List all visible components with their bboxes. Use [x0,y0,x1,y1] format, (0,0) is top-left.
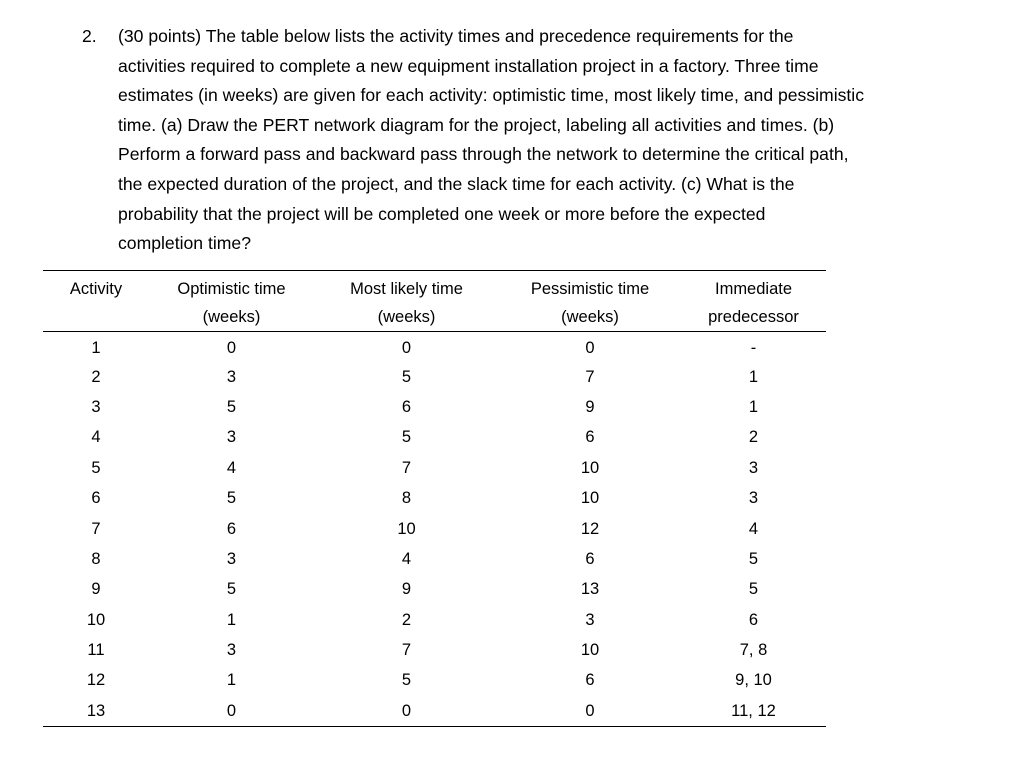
table-row [43,332,826,362]
cell-most-likely-time: 8 [401,489,412,508]
question-line: completion time? [118,233,251,254]
header-text: Most likely time [350,280,463,298]
cell-pessimistic-time: 10 [580,641,600,660]
table-row [43,575,826,605]
header-pessimistic-time [499,271,681,332]
cell-activity: 6 [91,489,101,508]
header-optimistic-time [149,271,314,332]
cell-immediate-predecessor: 2 [748,428,759,447]
table-row [43,453,826,483]
table-row [43,392,826,422]
cell-optimistic-time: 0 [226,701,237,720]
question-line: time. (a) Draw the PERT network diagram for the project, labeling all activities and times. (b) [118,114,835,135]
question-number: 2. [82,26,97,46]
cell-immediate-predecessor: 1 [748,367,759,386]
cell-most-likely-time: 10 [397,519,416,538]
cell-most-likely-time: 7 [401,458,412,477]
question [82,22,982,259]
cell-optimistic-time: 0 [226,339,237,358]
header-text: predecessor [708,308,799,326]
table-row [43,635,826,665]
cell-activity: 9 [91,580,101,599]
cell-pessimistic-time: 6 [585,671,595,690]
cell-pessimistic-time: 0 [585,339,595,358]
cell-optimistic-time: 1 [226,671,237,690]
cell-immediate-predecessor: 7, 8 [739,641,768,660]
cell-activity: 13 [86,701,106,720]
header-text: Immediate [714,280,793,298]
cell-optimistic-time: 3 [226,549,237,568]
header-immediate-predecessor [681,271,826,332]
cell-most-likely-time: 5 [401,367,412,386]
cell-activity: 12 [86,671,106,690]
cell-optimistic-time: 4 [226,458,237,477]
header-most-likely-time [314,271,499,332]
cell-pessimistic-time: 6 [585,549,595,568]
cell-activity: 10 [86,610,106,629]
cell-optimistic-time: 3 [226,428,237,447]
activity-table [43,270,826,727]
cell-activity: 11 [87,641,105,660]
cell-activity: 2 [91,367,101,386]
table-row [43,696,826,726]
question-text [118,22,982,259]
cell-immediate-predecessor: 9, 10 [735,671,772,690]
cell-most-likely-time: 0 [401,701,412,720]
cell-pessimistic-time: 13 [580,580,600,599]
table-row [43,423,826,453]
cell-optimistic-time: 5 [226,580,237,599]
cell-most-likely-time: 5 [401,671,412,690]
cell-optimistic-time: 5 [226,397,237,416]
cell-activity: 1 [91,339,101,358]
cell-immediate-predecessor: 11, 12 [731,701,776,720]
cell-optimistic-time: 1 [226,610,237,629]
cell-activity: 7 [91,519,101,538]
cell-immediate-predecessor: 6 [748,610,759,629]
table-row [43,483,826,513]
cell-optimistic-time: 6 [226,519,237,538]
table-row [43,666,826,696]
cell-most-likely-time: 5 [401,428,412,447]
cell-immediate-predecessor: 5 [748,549,759,568]
cell-optimistic-time: 3 [226,641,237,660]
cell-most-likely-time: 7 [401,641,412,660]
header-text [43,303,149,331]
cell-most-likely-time: 4 [401,549,412,568]
header-text: Optimistic time [177,280,286,298]
cell-optimistic-time: 3 [226,367,237,386]
table-row [43,514,826,544]
cell-pessimistic-time: 9 [585,397,595,416]
cell-activity: 5 [91,458,101,477]
cell-immediate-predecessor: - [750,339,757,358]
cell-optimistic-time: 5 [226,489,237,508]
table-header-row [43,271,826,332]
cell-immediate-predecessor: 3 [748,458,759,477]
table-row [43,605,826,635]
cell-pessimistic-time: 3 [585,610,595,629]
cell-activity: 3 [91,397,101,416]
table-body [43,332,826,727]
cell-most-likely-time: 0 [401,339,412,358]
header-text: (weeks) [377,308,436,326]
cell-immediate-predecessor: 1 [748,397,759,416]
table-row [43,362,826,392]
question-line: Perform a forward pass and backward pass through the network to determine the critical path, [118,144,849,165]
question-line: probability that the project will be completed one week or more before the expected [118,203,766,224]
cell-most-likely-time: 9 [401,580,412,599]
question-line: activities required to complete a new equipment installation project in a factory. Three time [118,55,819,76]
question-line: (30 points) The table below lists the activity times and precedence requirements for the [118,26,794,46]
cell-pessimistic-time: 0 [585,701,595,720]
cell-immediate-predecessor: 4 [748,519,759,538]
cell-pessimistic-time: 12 [580,519,600,538]
header-text: (weeks) [202,308,261,326]
header-activity [43,271,149,332]
cell-most-likely-time: 6 [401,397,412,416]
cell-pessimistic-time: 6 [585,428,595,447]
header-text: Pessimistic time [530,280,650,298]
cell-pessimistic-time: 7 [585,367,595,386]
cell-immediate-predecessor: 5 [748,580,759,599]
cell-activity: 4 [91,428,101,447]
header-text: (weeks) [561,308,619,326]
question-line: estimates (in weeks) are given for each activity: optimistic time, most likely time, and pessimistic [118,85,865,106]
cell-pessimistic-time: 10 [580,489,600,508]
cell-most-likely-time: 2 [401,610,412,629]
cell-immediate-predecessor: 3 [748,489,759,508]
question-line: the expected duration of the project, and the slack time for each activity. (c) What is the [118,173,795,194]
table-row [43,544,826,574]
cell-pessimistic-time: 10 [580,458,600,477]
cell-activity: 8 [91,549,101,568]
header-text: Activity [69,280,123,298]
